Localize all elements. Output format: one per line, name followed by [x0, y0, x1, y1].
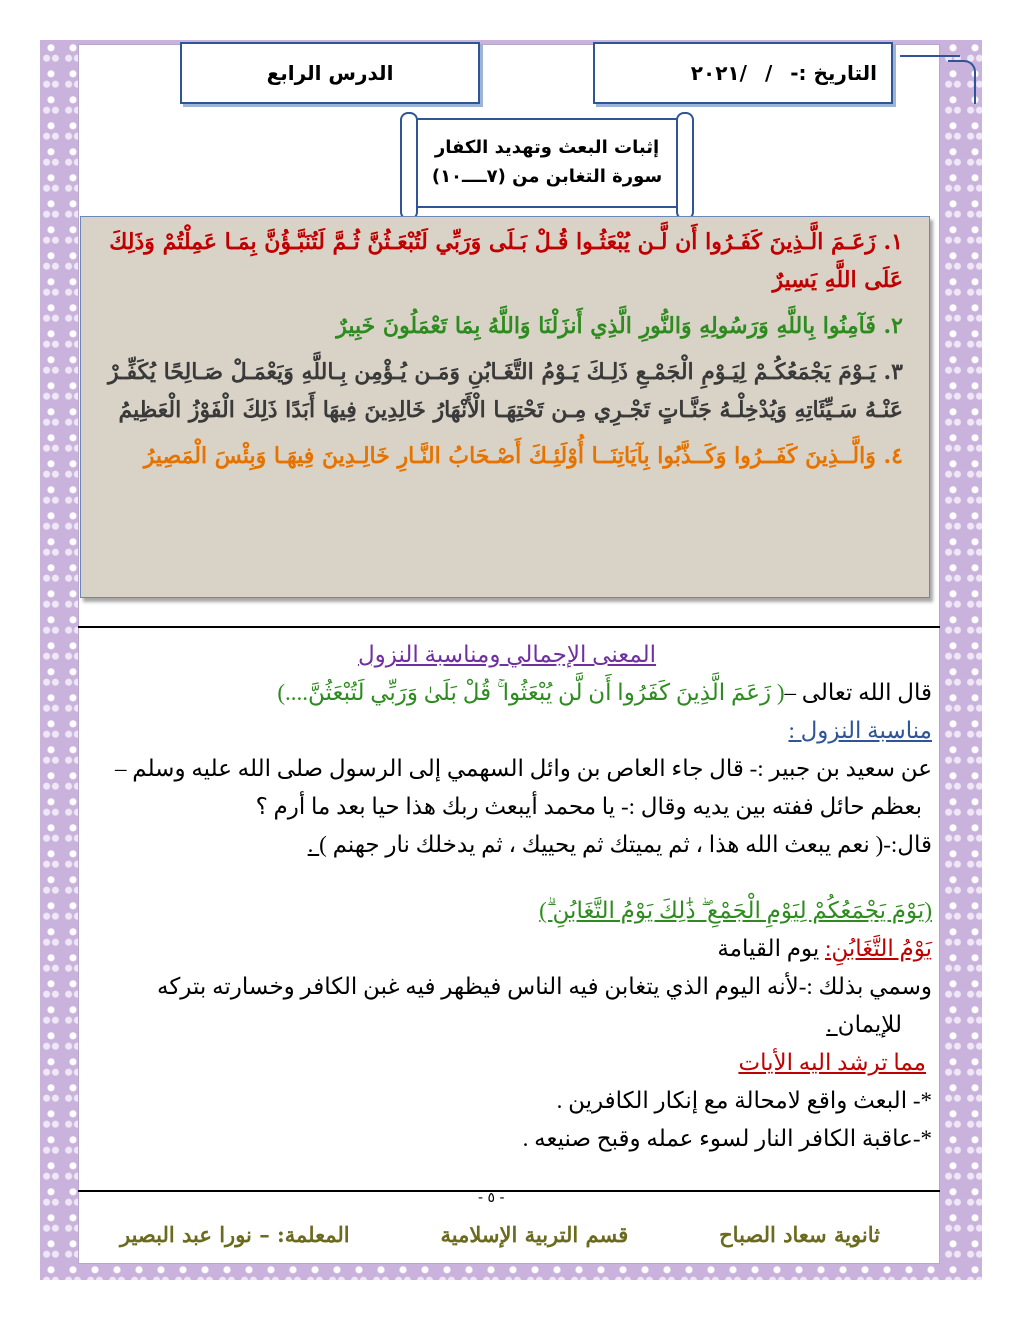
- qal-quote: ( زَعَمَ الَّذِينَ كَفَرُوا أَن لَّن يُبْعَثُوا ۚ قُلْ بَلَىٰ وَرَبِّي لَتُبْعَثُنَّ....): [277, 680, 785, 705]
- topic-scroll: [412, 118, 682, 208]
- footer-school: ثانوية سعاد الصباح: [719, 1222, 880, 1247]
- verse-3: ٣. يَـوْمَ يَجْمَعُكُـمْ لِيَـوْمِ الْجَمْـعِ ذَلِـكَ يَـوْمُ التَّغَـابُنِ وَمَـن يُـؤْمِن بِـاللَّهِ وَيَعْمَـلْ صَـالِحًا يُكَفِّـرْ عَنْـهُ سَـيِّئَاتِهِ وَيُدْخِلْـهُ جَنَّـاتٍ تَجْـرِي مِـن تَحْتِهَـا الْأَنْهَارُ خَالِدِينَ فِيهَا أَبَدًا ذَلِكَ الْفَوْزُ الْعَظِيمُ: [107, 359, 903, 423]
- verse-2: ٢. فَآمِنُوا بِاللَّهِ وَرَسُولِهِ وَالنُّورِ الَّذِي أَنزَلْنَا وَاللَّهُ بِمَا تَعْمَلُونَ خَبِيرٌ: [336, 313, 903, 339]
- lesson-title-box: [180, 42, 480, 104]
- lessons-heading: مما ترشد اليه الأيات: [738, 1050, 926, 1075]
- lesson-2: *-عاقبة الكافر النار لسوء عمله وقبح صنيعه .: [522, 1126, 932, 1151]
- topic-line-1: إثبات البعث وتهديد الكفار: [434, 137, 660, 159]
- qal-line: [82, 674, 932, 712]
- story-line-3-wrap: [82, 826, 932, 864]
- spacer: [82, 864, 932, 892]
- footer-teacher: المعلمة: – نورا عبد البصير: [120, 1222, 350, 1247]
- qal-prefix: قال الله تعالى –: [784, 680, 932, 705]
- date-box: [593, 42, 893, 104]
- term-definition: يوم القيامة: [717, 936, 825, 961]
- divider-top: [78, 626, 940, 628]
- date-year: /٢٠٢١: [690, 61, 747, 85]
- story-line-2: بعظم حائل ففته بين يديه وقال :- يا محمد أيبعث ربك هذا حيا بعد ما أرم ؟: [255, 794, 922, 819]
- story-line-3-end: .: [307, 832, 320, 857]
- lesson-1: *- البعث واقع لامحالة مع إنكار الكافرين .: [556, 1088, 932, 1113]
- verse-1: ١. زَعَـمَ الَّـذِينَ كَفَـرُوا أَن لَّـن يُبْعَثُـوا قُـلْ بَـلَى وَرَبِّي لَتُبْعَـثُنَّ ثُـمَّ لَتُنَبَّـؤُنَّ بِمَـا عَمِلْتُمْ وَذَلِكَ عَلَى اللَّهِ يَسِيرٌ: [109, 229, 903, 293]
- reason-line-1: وسمي بذلك :-لأنه اليوم الذي يتغابن فيه الناس فيظهر فيه غبن الكافر وخسارته بتركه: [157, 974, 932, 999]
- footer: [120, 1222, 880, 1247]
- corner-ornament: [948, 60, 976, 104]
- divider-bottom: [78, 1190, 940, 1192]
- footer-department: قسم التربية الإسلامية: [440, 1222, 629, 1247]
- meaning-title: المعنى الإجمالي ومناسبة النزول: [357, 642, 657, 667]
- explanation-body: [82, 636, 932, 1158]
- lesson-title: الدرس الرابع: [266, 61, 394, 85]
- reason-end: .: [826, 1012, 838, 1037]
- topic-line-2: سورة التغابن من (٧ــــ١٠): [431, 166, 663, 187]
- reason-line-2: للإيمان: [837, 1012, 902, 1037]
- story-line-3: قال:-( نعم يبعث الله هذا ، ثم يميتك ثم يحييك ، ثم يدخلك نار جهنم ): [319, 832, 932, 857]
- page-number: - ٥ -: [478, 1190, 505, 1206]
- date-separator: /: [764, 61, 773, 85]
- verse-4: ٤. وَالَّــذِينَ كَفَــرُوا وَكَــذَّبُوا بِآيَاتِنَــا أُوْلَئِـكَ أَصْـحَابُ النَّـارِ خَالِـدِينَ فِيهَـا وَبِئْسَ الْمَصِيرُ: [143, 443, 903, 469]
- story-line-1: عن سعيد بن جبير :- قال جاء العاص بن وائل السهمي إلى الرسول صلى الله عليه وسلم –: [115, 756, 932, 781]
- verse-quote: (يَوْمَ يَجْمَعُكُمْ لِيَوْمِ الْجَمْعِ ۖ ذَٰلِكَ يَوْمُ التَّغَابُنِ ۗ): [539, 898, 932, 923]
- occasion-heading: مناسبة النزول :: [788, 718, 932, 743]
- term: يَوْمُ التَّغَابُنِ:: [824, 936, 932, 961]
- term-line: [82, 930, 932, 968]
- verses-box: [80, 216, 930, 598]
- header-line: [900, 55, 960, 57]
- date-label: التاريخ :-: [790, 61, 877, 85]
- reason-line-2-wrap: [82, 1006, 932, 1044]
